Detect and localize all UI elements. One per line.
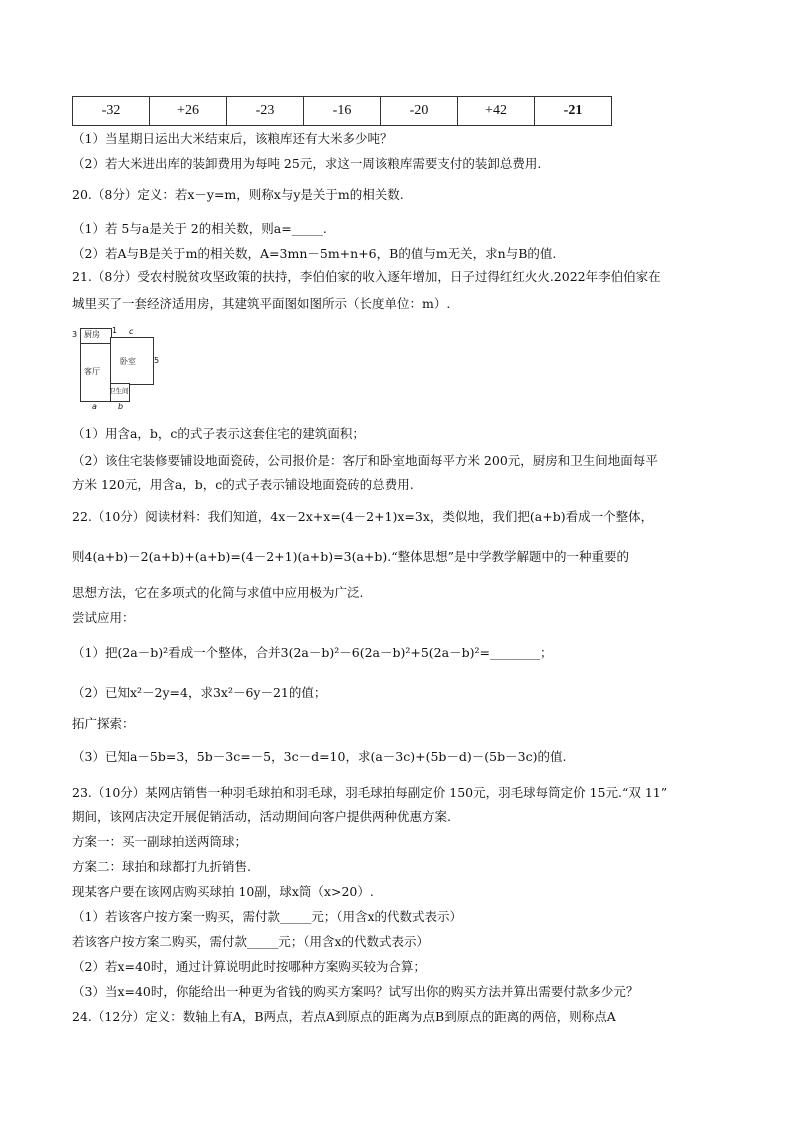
bathroom-label: 卫生间 bbox=[109, 387, 129, 395]
q23-stem-2: 期间，该网店决定开展促销活动，活动期间向客户提供两种优惠方案. bbox=[72, 809, 451, 824]
grain-table bbox=[72, 96, 612, 126]
q19-part1: （1）当星期日运出大米结束后，该粮库还有大米多少吨？ bbox=[72, 131, 393, 146]
table-row bbox=[73, 97, 612, 126]
q19-part2: （2）若大米进出库的装卸费用为每吨 25元，求这一周该粮库需要支付的装卸总费用. bbox=[72, 156, 542, 171]
q20-part2: （2）若A与B是关于m的相关数，A=3mn－5m+n+6，B的值与m无关，求n与B的值. bbox=[72, 246, 557, 261]
floor-plan-figure bbox=[72, 322, 162, 414]
q22-part2: （2）已知x²－2y=4，求3x²－6y－21的值； bbox=[72, 685, 327, 700]
dim-3: 3 bbox=[72, 330, 78, 339]
kitchen-label: 厨房 bbox=[84, 330, 100, 339]
table-cell: -21 bbox=[535, 97, 612, 126]
q21-stem-1: 21.（8分）受农村脱贫攻坚政策的扶持，李伯伯家的收入逐年增加，日子过得红红火火.2022年李伯伯家在 bbox=[72, 269, 661, 284]
q21-stem-2: 城里买了一套经济适用房，其建筑平面图如图所示（长度单位：m）. bbox=[72, 296, 451, 311]
table-cell: -16 bbox=[304, 97, 381, 126]
try-apply-heading: 尝试应用： bbox=[72, 610, 135, 625]
q23-part1-b: 若该客户按方案二购买，需付款_____元；（用含x的代数式表示） bbox=[72, 934, 430, 949]
q22-part3: （3）已知a－5b=3，5b－3c=－5，3c－d=10，求(a－3c)+(5b－d)－(5b－3c)的值. bbox=[72, 749, 567, 764]
q23-plan1: 方案一：买一副球拍送两筒球； bbox=[72, 834, 248, 849]
q20-stem: 20.（8分）定义：若x－y=m，则称x与y是关于m的相关数. bbox=[72, 187, 404, 202]
q23-stem-1: 23.（10分）某网店销售一种羽毛球拍和羽毛球，羽毛球拍每副定价 150元，羽毛球每筒定价 15元.“双 11” bbox=[72, 785, 668, 800]
q22-stem-2: 则4(a+b)－2(a+b)+(a+b)=(4－2+1)(a+b)=3(a+b).“整体思想”是中学教学解题中的一种重要的 bbox=[72, 549, 630, 564]
bedroom-label: 卧室 bbox=[120, 357, 136, 366]
dim-a: a bbox=[92, 402, 97, 411]
table-cell: +42 bbox=[458, 97, 535, 126]
q22-part1: （1）把(2a－b)²看成一个整体，合并3(2a－b)²－6(2a－b)²+5(2a－b)²=________； bbox=[72, 645, 553, 660]
dim-1: 1 bbox=[112, 326, 118, 335]
q23-part1-a: （1）若该客户按方案一购买，需付款_____元；（用含x的代数式表示） bbox=[72, 909, 463, 924]
dim-c: c bbox=[129, 327, 134, 336]
table-cell: -20 bbox=[381, 97, 458, 126]
q23-part3: （3）当x=40时，你能给出一种更为省钱的购买方案吗？试写出你的购买方法并算出需要付款多少元？ bbox=[72, 984, 639, 999]
dim-5: 5 bbox=[154, 356, 160, 365]
q21-part2-2: 方米 120元，用含a，b，c的式子表示铺设地面瓷砖的总费用. bbox=[72, 477, 414, 492]
q23-purchase: 现某客户要在该网店购买球拍 10副，球x筒（x>20）. bbox=[72, 884, 374, 899]
q21-part2-1: （2）该住宅装修要铺设地面瓷砖，公司报价是：客厅和卧室地面每平方米 200元，厨房和卫生间地面每平 bbox=[72, 453, 658, 468]
q20-part1: （1）若 5与a是关于 2的相关数，则a=_____. bbox=[72, 221, 327, 236]
dim-b: b bbox=[118, 402, 124, 411]
living-label: 客厅 bbox=[84, 367, 100, 376]
table-cell: -23 bbox=[227, 97, 304, 126]
q21-part1: （1）用含a，b，c的式子表示这套住宅的建筑面积； bbox=[72, 426, 365, 441]
q23-plan2: 方案二：球拍和球都打九折销售. bbox=[72, 859, 251, 874]
extend-heading: 拓广探索： bbox=[72, 716, 135, 731]
q23-part2: （2）若x=40时，通过计算说明此时按哪种方案购买较为合算； bbox=[72, 959, 426, 974]
q24-stem: 24.（12分）定义：数轴上有A，B两点，若点A到原点的距离为点B到原点的距离的两倍，则称点A bbox=[72, 1009, 616, 1024]
q22-stem-3: 思想方法，它在多项式的化简与求值中应用极为广泛. bbox=[72, 585, 364, 600]
q22-stem-1: 22.（10分）阅读材料：我们知道，4x－2x+x=(4－2+1)x=3x，类似地，我们把(a+b)看成一个整体， bbox=[72, 509, 654, 524]
table-cell: -32 bbox=[73, 97, 150, 126]
table-cell: +26 bbox=[150, 97, 227, 126]
